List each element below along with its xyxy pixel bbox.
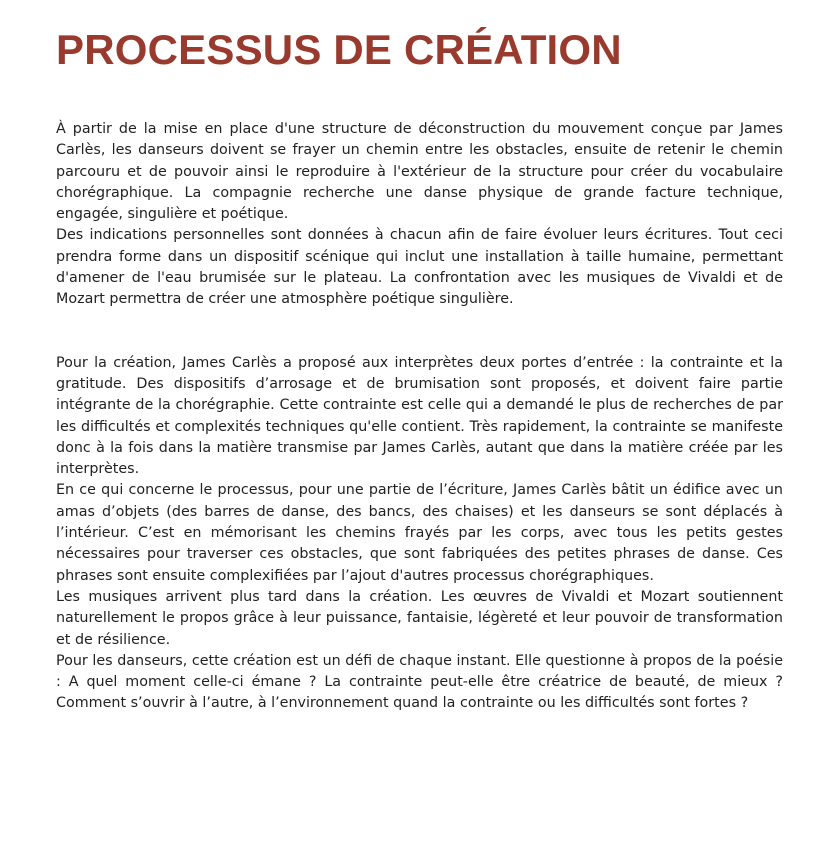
section-creation (56, 353, 783, 715)
paragraph-musiques: Les musiques arrivent plus tard dans la création. Les œuvres de Vivaldi et Mozart soutiennent naturellement le propos grâce à leur puissance, fantaisie, légèreté et leur pouvoir de transformation et de résilience. (56, 588, 783, 648)
paragraph-danseurs: Pour les danseurs, cette création est un défi de chaque instant. Elle questionne à propos de la poésie : A quel moment celle-ci émane ? La contrainte peut-elle être créatrice de beauté, de mieux ? Comment s’ouvrir à l’autre, à l’environnement quand la contrainte ou les difficultés sont fortes ? (56, 652, 783, 712)
paragraph-structure: À partir de la mise en place d'une structure de déconstruction du mouvement conçue par James Carlès, les danseurs doivent se frayer un chemin entre les obstacles, ensuite de retenir le chemin parcouru et de pouvoir ainsi le reproduire à l'extérieur de la structure pour créer du vocabulaire chorégraphique. La compagnie recherche une danse physique de grande facture technique, engagée, singulière et poétique. (56, 121, 783, 223)
paragraph-indications: Des indications personnelles sont données à chacun afin de faire évoluer leurs écritures. Tout ceci prendra forme dans un dispositif scénique qui inclut une installation à taille humaine, permettant d'amener de l'eau brumisée sur le plateau. La confrontation avec les musiques de Vivaldi et de Mozart permettra de créer une atmosphère poétique singulière. (56, 227, 783, 308)
section-intro (56, 119, 783, 311)
page-title: PROCESSUS DE CRÉATION (56, 26, 622, 73)
paragraph-portes-entree: Pour la création, James Carlès a proposé aux interprètes deux portes d’entrée : la contrainte et la gratitude. Des dispositifs d’arrosage et de brumisation sont proposés, et doivent faire partie intégrante de la chorégraphie. Cette contrainte est celle qui a demandé le plus de recherches de par les difficultés et complexités techniques qu'elle contient. Très rapidement, la contrainte se manifeste donc à la fois dans la matière transmise par James Carlès, autant que dans la matière créée par les interprètes. (56, 354, 783, 478)
paragraph-processus: En ce qui concerne le processus, pour une partie de l’écriture, James Carlès bâtit un édifice avec un amas d’objets (des barres de danse, des bancs, des chaises) et les danseurs se sont déplacés à l’intérieur. C’est en mémorisant les chemins frayés par les corps, avec tous les petits gestes nécessaires pour traverser ces obstacles, que sont fabriquées des petites phrases de danse. Ces phrases sont ensuite complexifiées par l’ajout d'autres processus chorégraphiques. (56, 482, 783, 584)
